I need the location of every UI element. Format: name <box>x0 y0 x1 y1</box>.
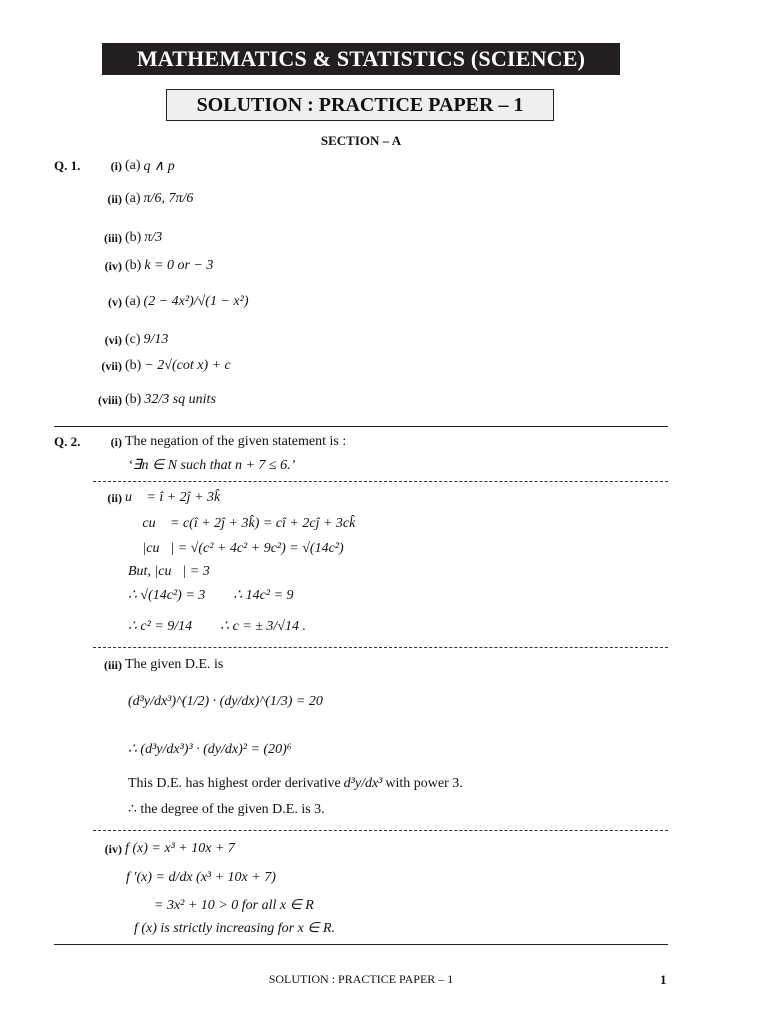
q1-answer-iv: k = 0 or − 3 <box>144 258 214 273</box>
q1-item-iii: (iii) (b) π/3 <box>104 230 163 245</box>
q1-item-ii: (ii) (a) π/6, 7π/6 <box>107 191 194 206</box>
q1-answer-v: (2 − 4x²)/√(1 − x²) <box>143 294 249 309</box>
q1-item-vii: (vii) (b) − 2√(cot x) + c <box>101 358 231 373</box>
q2-part-ii-line-1: (ii) u⃗ = î + 2ĵ + 3k̂ <box>107 490 221 505</box>
part-divider <box>93 647 668 648</box>
q1-answer-vi: 9/13 <box>143 332 169 347</box>
q2-part-i: (i) The negation of the given statement is : <box>110 434 347 449</box>
question-divider <box>54 426 668 427</box>
section-heading: SECTION – A <box>320 133 402 148</box>
q1-answer-vii: − 2√(cot x) + c <box>144 358 231 373</box>
q2-part-iv-line-4: f (x) is strictly increasing for x ∈ R. <box>134 920 336 936</box>
q2-part-iii-line-4: This D.E. has highest order derivative d³y/dx³ with power 3. <box>128 776 463 791</box>
q1-answer-viii: 32/3 sq units <box>144 392 216 407</box>
q2-part-ii-line-2: ∴ cu⃗ = c(î + 2ĵ + 3k̂) = cî + 2cĵ + 3ck̂ <box>128 516 356 531</box>
q1-answer-i: q ∧ p <box>143 158 175 174</box>
q1-item-iv: (iv) (b) k = 0 or − 3 <box>104 258 214 273</box>
part-divider <box>93 830 668 831</box>
q2-part-iv-line-3: = 3x² + 10 > 0 for all x ∈ R <box>154 897 314 913</box>
q2-part-ii-line-5: ∴ √(14c²) = 3 ∴ 14c² = 9 <box>128 587 294 603</box>
q1-answer-iii: π/3 <box>144 230 163 245</box>
q1-item-v: (v) (a) (2 − 4x²)/√(1 − x²) <box>108 294 249 309</box>
q2-part-ii-line-6: ∴ c² = 9/14 ∴ c = ± 3/√14 . <box>128 618 306 634</box>
question-number-1: Q. 1. <box>54 158 81 173</box>
q2-part-iii-line-2: (d³y/dx³)^(1/2) · (dy/dx)^(1/3) = 20 <box>128 694 323 709</box>
q1-item-viii: (viii) (b) 32/3 sq units <box>98 392 216 407</box>
q2-part-iii-line-1: (iii) The given D.E. is <box>104 657 224 672</box>
q2-part-iii-line-5: ∴ the degree of the given D.E. is 3. <box>128 801 325 817</box>
page-number: 1 <box>660 972 667 987</box>
q2-part-iv-line-2: f ′(x) = d/dx (x³ + 10x + 7) <box>126 870 276 885</box>
q2-part-ii-line-4: But, |cu⃗| = 3 <box>128 564 210 579</box>
q2-part-iii-line-3: ∴ (d³y/dx³)³ · (dy/dx)² = (20)⁶ <box>128 741 292 757</box>
footer-title: SOLUTION : PRACTICE PAPER – 1 <box>268 972 454 986</box>
page-bottom-rule <box>54 944 668 945</box>
q2-part-iv-line-1: (iv) f (x) = x³ + 10x + 7 <box>104 841 235 856</box>
part-divider <box>93 481 668 482</box>
subject-banner: MATHEMATICS & STATISTICS (SCIENCE) <box>102 43 620 75</box>
question-number-2: Q. 2. <box>54 434 81 449</box>
paper-title: SOLUTION : PRACTICE PAPER – 1 <box>166 89 554 121</box>
q1-answer-ii: π/6, 7π/6 <box>143 191 194 206</box>
q1-item-vi: (vi) (c) 9/13 <box>104 332 169 347</box>
q2-part-i-negation: ‘∃n ∈ N such that n + 7 ≤ 6.’ <box>128 457 296 473</box>
q2-part-ii-line-3: ∴ |cu⃗| = √(c² + 4c² + 9c²) = √(14c²) <box>128 541 344 556</box>
q1-item-i: (i) (a) q ∧ p <box>110 158 175 174</box>
